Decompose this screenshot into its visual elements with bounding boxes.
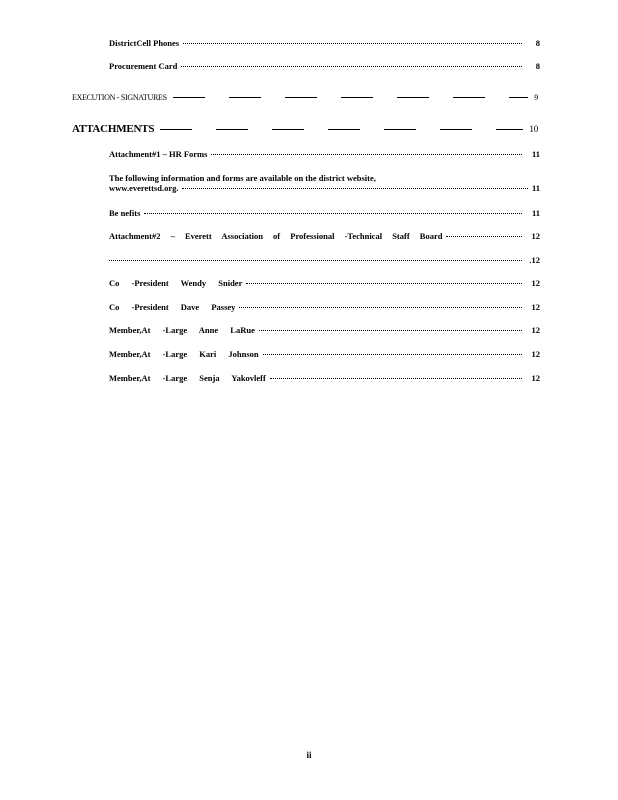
toc-entry-label: Member,At -Large Kari Johnson	[109, 349, 259, 359]
dash-leader	[173, 97, 529, 98]
toc-entry-page: 11	[531, 208, 540, 218]
toc-entry-member-1[interactable]	[109, 325, 540, 335]
dot-leader	[246, 283, 522, 284]
toc-entry-line2: www.everettsd.org.	[109, 183, 179, 193]
dot-leader	[109, 260, 522, 261]
dot-leader	[270, 378, 522, 379]
toc-entry-label: Co -President Dave Passey	[109, 302, 236, 312]
dot-leader	[446, 236, 522, 237]
toc-entry-label: Co -President Wendy Snider	[109, 278, 243, 288]
dash-leader	[160, 129, 523, 130]
toc-entry-district-cell-phones[interactable]	[109, 38, 540, 48]
toc-entry-page: 12	[531, 325, 540, 335]
toc-entry-page: 8	[535, 61, 540, 71]
toc-section-attachments[interactable]	[72, 123, 538, 135]
page-number: ii	[306, 750, 312, 760]
toc-entry-page: .12	[529, 255, 540, 265]
toc-section-page: 10	[529, 124, 538, 134]
dot-leader	[211, 154, 522, 155]
dot-leader	[144, 213, 522, 214]
toc-entry-attachment2[interactable]	[109, 231, 540, 241]
toc-entry-line1: The following information and forms are available on the district website,	[109, 173, 376, 183]
toc-entry-procurement-card[interactable]	[109, 61, 540, 71]
toc-entry-page: 12	[531, 278, 540, 288]
toc-entry-page: 12	[531, 373, 540, 383]
dot-leader	[259, 330, 522, 331]
dot-leader	[263, 354, 522, 355]
toc-entry-label: Member,At -Large Senja Yakovleff	[109, 373, 266, 383]
toc-entry-member-3[interactable]	[109, 373, 540, 383]
dot-leader	[239, 307, 522, 308]
toc-entry-page: 12	[531, 349, 540, 359]
toc-entry-label: Be nefits	[109, 208, 141, 218]
toc-entry-page: 11	[531, 183, 540, 193]
toc-entry-co-president-2[interactable]	[109, 302, 540, 312]
toc-entry-label: Procurement Card	[109, 61, 178, 71]
toc-entry-label: Attachment#2 – Everett Association of Professional -Technical Staff Board	[109, 231, 443, 241]
toc-entry-page: 12	[531, 231, 540, 241]
toc-entry-co-president-1[interactable]	[109, 278, 540, 288]
toc-entry-label: DistrictCell Phones	[109, 38, 180, 48]
dot-leader	[181, 66, 522, 67]
toc-section-label: EXECUTION - SIGNATURES	[72, 93, 167, 102]
toc-section-label: ATTACHMENTS	[72, 123, 155, 135]
toc-entry-member-2[interactable]	[109, 349, 540, 359]
dot-leader	[182, 188, 527, 189]
dot-leader	[183, 43, 522, 44]
toc-entry-benefits[interactable]	[109, 208, 540, 218]
toc-entry-blank[interactable]	[109, 255, 540, 265]
toc-entry-page: 11	[531, 149, 540, 159]
toc-entry-label: Member,At -Large Anne LaRue	[109, 325, 255, 335]
toc-entry-page: 8	[535, 38, 540, 48]
toc-section-execution-signatures[interactable]	[72, 93, 538, 102]
toc-entry-attachment1[interactable]	[109, 149, 540, 159]
toc-entry-label: Attachment#1 – HR Forms	[109, 149, 208, 159]
toc-entry-following-forms[interactable]	[109, 173, 540, 193]
toc-entry-page: 12	[531, 302, 540, 312]
toc-section-page: 9	[534, 93, 538, 102]
